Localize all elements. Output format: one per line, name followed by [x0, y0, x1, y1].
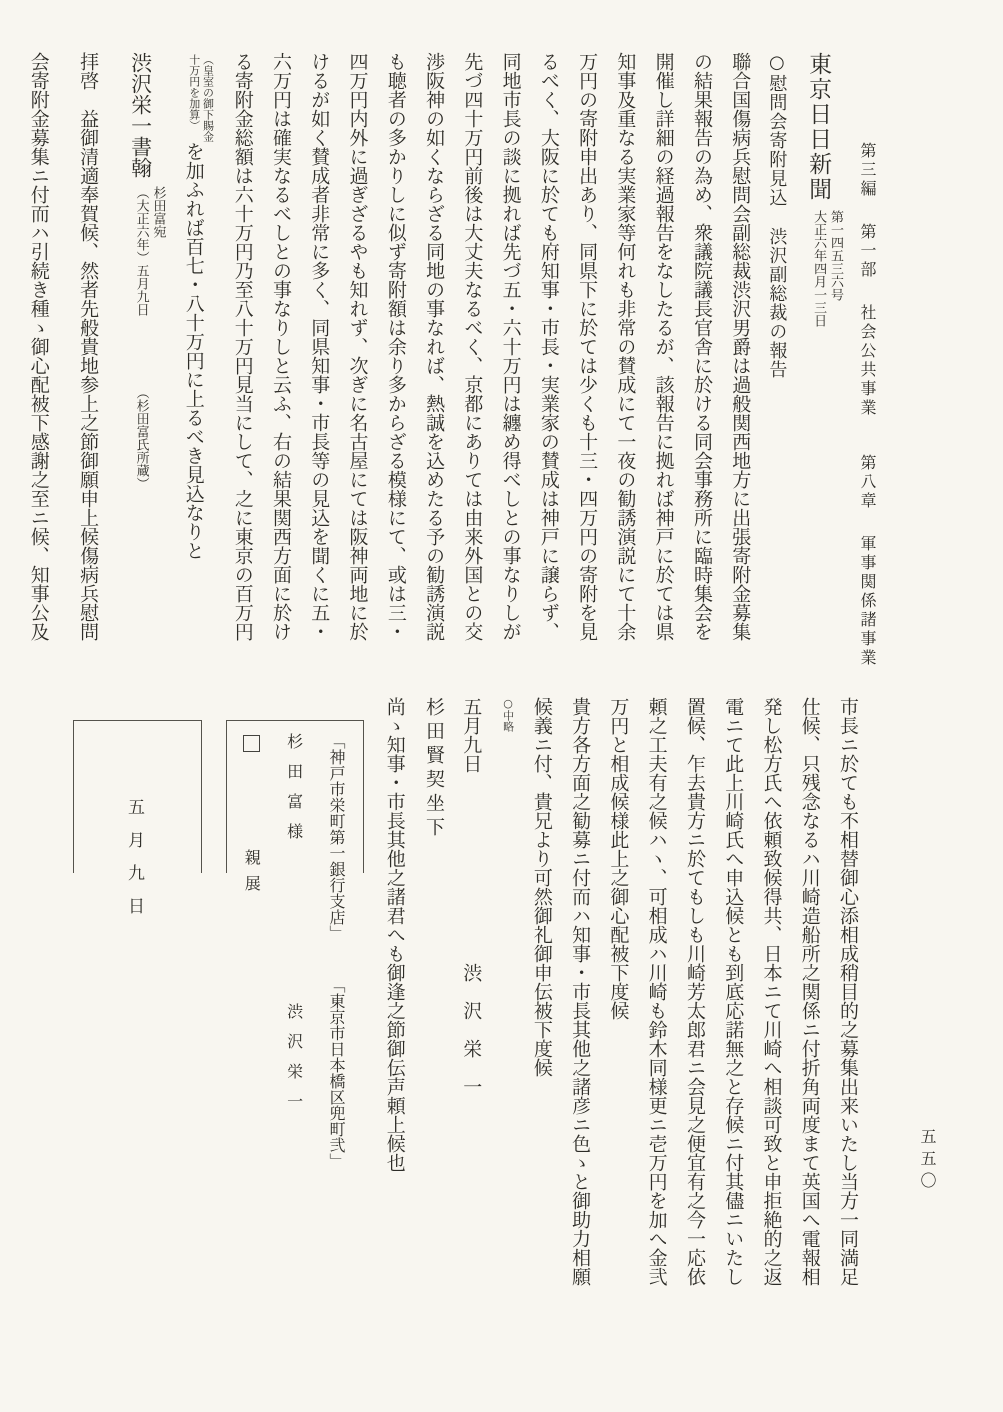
omission-mark: ○中略: [501, 697, 515, 732]
article-column: 同地市長の談に拠れば先づ五・六十万円は纏め得べしとの事なりしが: [499, 52, 522, 641]
page-number: 五五〇: [918, 1128, 937, 1194]
letter-signature: 渋 沢 栄 一: [460, 963, 483, 1096]
letter-column: 拝啓 益御清適奉賀候、然者先般貴地参上之節御願申上候傷病兵慰問: [77, 52, 100, 641]
envelope-back-address: 「東京市日本橋区兜町弐」: [327, 977, 346, 1169]
letter-column: 電ニて此上川崎氏へ申込候とも到底応諾無之と存候ニ付其儘ニいたし: [722, 697, 745, 1286]
chapter-title: 軍事関係諸事業: [858, 535, 877, 668]
letter-column: 市長ニ於ても不相替御心添相成稍目的之募集出来いたし当方一同満足: [837, 697, 859, 1286]
envelope-confidential: 親展: [242, 849, 262, 901]
envelope-front-name: 杉田富様: [284, 733, 304, 853]
letter-heading-note: [132, 186, 166, 316]
letter-date-note: （大正六年）五月九日: [133, 186, 149, 316]
letter-bottom: [360, 697, 859, 1322]
letter-date: 五月九日: [460, 697, 483, 773]
imperial-grant-note: （皇室の御下賜金 十万円を加算）: [187, 54, 215, 142]
article-and-letter-top: [0, 52, 843, 700]
issue-number: 第一四五三六号: [828, 210, 843, 301]
article-column: 知事及重なる実業家等何れも非常の賛成にて一夜の勧誘演説にて十余: [614, 52, 637, 641]
letter-salutation: 杉田賢契坐下: [423, 697, 446, 841]
seal-box-icon: [243, 735, 260, 752]
article-column: 六万円は確実なるべしとの事なりしと云ふ、右の結果関西方面に於け: [270, 52, 293, 641]
article-tail: を加ふれば百七・八十万円に上るべき見込なりと: [182, 142, 205, 560]
article-column: 聯合国傷病兵慰問会副総裁渋沢男爵は過般関西地方に出張寄附金募集: [729, 52, 752, 641]
letter-date-signature: [460, 697, 481, 1322]
letter-column: 候義ニ付、貴兄より可然御礼御申伝被下度候: [530, 697, 553, 1077]
part-label: 第三編: [858, 142, 877, 199]
letter-column: 仕候、只残念なるハ川崎造船所之関係ニ付折角両度まて英国へ電報相: [798, 697, 821, 1286]
article-byline: 渋沢副総裁の報告: [766, 227, 788, 379]
article-column: 万円の寄附申出あり、同県下に於ては少くも十三・四万円の寄附を見: [576, 52, 599, 641]
letter-provenance: （杉田富氏所蔵）: [133, 386, 149, 490]
section-label: 第一部: [858, 223, 877, 280]
article-column: の結果報告の為め、衆議院議長官舎に於ける同会事務所に臨時集会を: [690, 52, 713, 641]
article-column: けるが如く賛成者非常に多く、同県知事・市長等の見込を聞くに五・: [308, 52, 331, 641]
envelope-name-column: [284, 733, 302, 1198]
letter-column: 発し松方氏へ依頼致候得共、日本ニて川崎へ相談可致と申拒絶的之返: [760, 697, 783, 1286]
letter-column: 貴方各方面之勧募ニ付而ハ知事・市長其他之諸彦ニ色ゝと御助力相願: [569, 697, 592, 1286]
article-column: 四万円内外に過ぎざるやも知れず、次ぎに名古屋にては阪神両地に於: [346, 52, 369, 641]
issue-date: 大正六年四月一三日: [811, 210, 827, 327]
envelope-seal-column: [242, 733, 260, 1198]
section-title: 社会公共事業: [858, 304, 877, 418]
letter-heading: 渋沢栄一書翰杉田富宛 （大正六年）五月九日（杉田富氏所蔵）: [128, 52, 166, 490]
letter-column: 会寄附金募集ニ付而ハ引続き種ゝ御心配被下感謝之至ニ候、知事公及: [27, 52, 50, 641]
letter-postscript: 尚ゝ知事・市長其他之諸君へも御逢之節御伝声頼上候也: [383, 697, 406, 1172]
article-issue-note: [809, 210, 843, 327]
envelope-back-name: 渋沢栄一: [284, 1003, 304, 1123]
letter-column: 置候、乍去貴方ニ於てもしも川崎芳太郎君ニ会見之便宜有之今一応依: [683, 697, 706, 1286]
letter-column: 万円と相成候様此上之御心配被下度候: [607, 697, 630, 1020]
article-column: 先づ四十万円前後は大丈夫なるべく、京都にありては由来外国との交: [461, 52, 484, 641]
letter-column: 頼之工夫有之候ハヽ、可相成ハ川崎も鈴木同様更ニ壱万円を加へ金弐: [645, 697, 668, 1286]
article-column: るべく、大阪に於ても府知事・市長・実業家の賛成は神戸に譲らず、: [537, 52, 560, 641]
envelope-transcription: [218, 733, 345, 1198]
article-column: る寄附金総額は六十万円乃至八十万円見当にして、之に東京の百万円: [231, 52, 254, 641]
envelope-address-column: [327, 733, 345, 1198]
running-head: [856, 142, 879, 668]
envelope-postmark-date: 五月九日: [124, 798, 144, 930]
article-column-with-note: [182, 52, 214, 700]
article-headline: ○慰問会寄附見込渋沢副総裁の報告: [766, 52, 788, 379]
letter-addressee-note: 杉田富宛: [150, 186, 166, 238]
article-column: 開催し詳細の経過報告をなしたるが、該報告に拠れば神戸に於ては県: [652, 52, 675, 641]
article-column: 渉阪神の如くならざる同地の事なれば、熱誠を込めたる予の勧誘演説: [423, 52, 446, 641]
article-source-title: 東京日日新聞第一四五三六号 大正六年四月一三日: [805, 52, 843, 327]
article-column: も聴者の多かりしに似ず寄附額は余り多からざる模様にて、或は三・: [384, 52, 407, 641]
envelope-front-address: 「神戸市栄町第一銀行支店」: [327, 733, 346, 941]
chapter-label: 第八章: [858, 454, 877, 511]
